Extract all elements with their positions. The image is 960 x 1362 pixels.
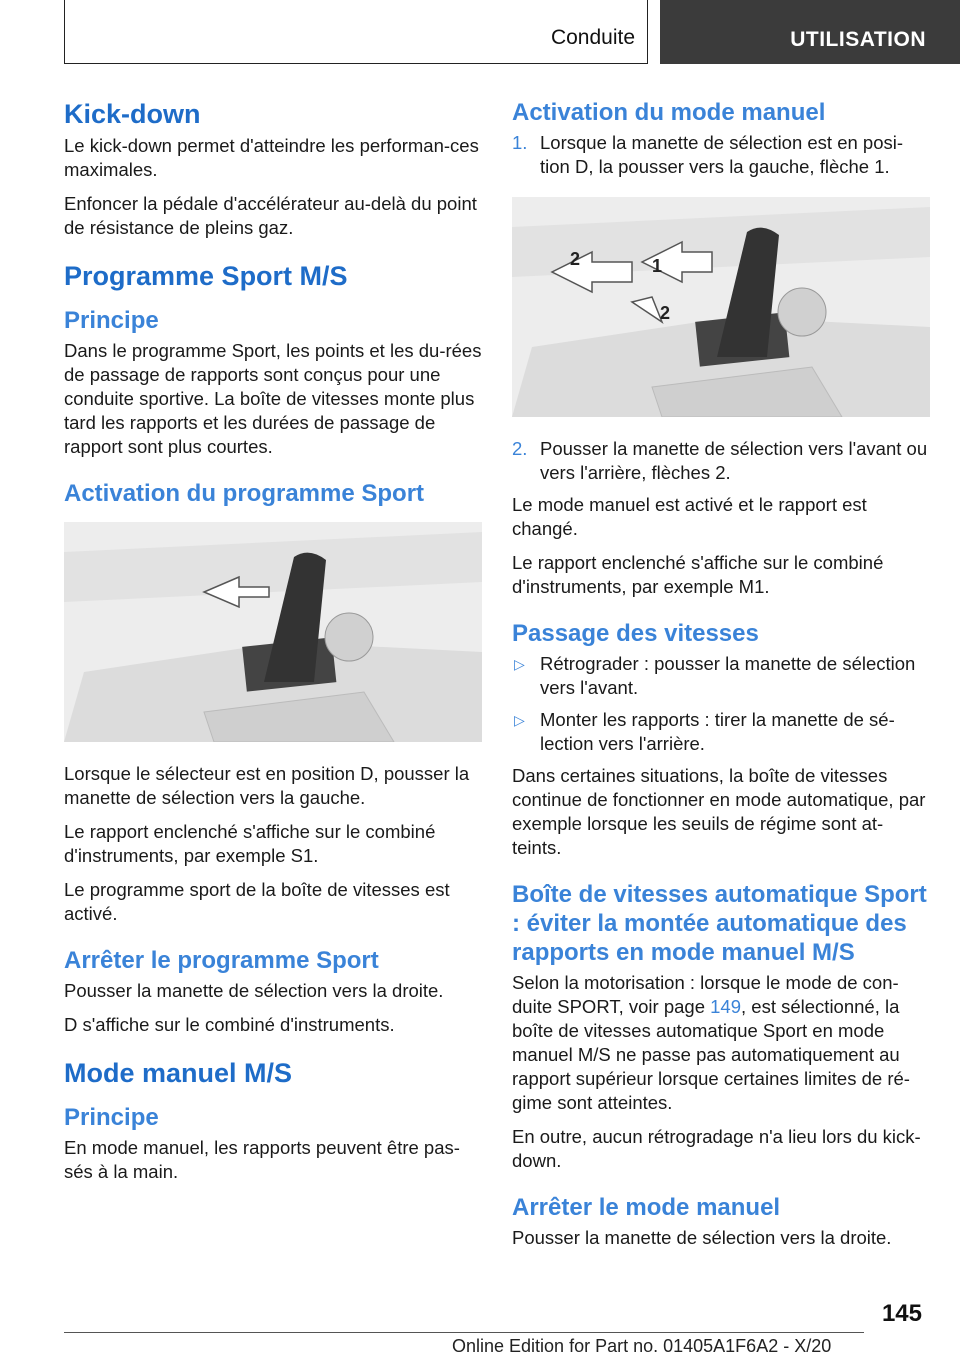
kickdown-heading: Kick-down	[64, 99, 201, 129]
manual-principe-heading: Principe	[64, 1104, 159, 1131]
auto-sport-paragraph-1-start: Selon la motorisation : lorsque le mode de con‐duite SPORT, voir page	[512, 972, 899, 1017]
activation-paragraph-2: Le rapport enclenché s'affiche sur le combiné d'instruments, par exemple S1.	[64, 821, 436, 866]
manual-mode-heading: Mode manuel M/S	[64, 1058, 293, 1088]
after-activation-paragraph-2: Le rapport enclenché s'affiche sur le combiné d'instruments, par exemple M1.	[512, 552, 884, 597]
shift-bullet-2-text: Monter les rapports : tirer la manette de sé‐lection vers l'arrière.	[540, 709, 895, 754]
auto-sport-paragraph-1-end: , est sélectionné, la boîte de vitesses automatique Sport en mode manuel M/S ne passe pas automatiquement au rapport supérieur lorsque certaines limites de ré‐gime sont atteintes.	[512, 996, 910, 1113]
step-1-text: Lorsque la manette de sélection est en posi‐tion D, la pousser vers la gauche, flèche 1.	[540, 132, 904, 177]
activation-paragraph-3: Le programme sport de la boîte de vitesses est activé.	[64, 879, 450, 924]
header-section-title: Conduite	[550, 26, 635, 49]
step-2-text: Pousser la manette de sélection vers l'avant ou vers l'arrière, flèches 2.	[540, 438, 928, 483]
activation-paragraph-1: Lorsque le sélecteur est en position D, pousser la manette de sélection vers la gauche.	[64, 763, 470, 808]
after-activation-paragraph-1: Le mode manuel est activé et le rapport est changé.	[512, 494, 867, 539]
step-2-number: 2.	[512, 438, 528, 459]
right-column	[512, 98, 930, 1260]
activation-manual-heading: Activation du mode manuel	[512, 99, 826, 126]
header-chapter-title: UTILISATION	[790, 28, 926, 51]
figure-label-2b: 2	[660, 303, 671, 323]
gear-selector-photo-sport	[64, 522, 482, 742]
activation-sport-heading: Activation du programme Sport	[64, 480, 425, 507]
page-149-link[interactable]: 149	[710, 996, 742, 1017]
triangle-bullet-icon: ▷	[514, 656, 525, 672]
auto-sport-heading: Boîte de vitesses automatique Sport : éviter la montée automatique des rapports en mode manuel M/S	[512, 881, 927, 966]
principe-paragraph: Dans le programme Sport, les points et les du‐rées de passage de rapports sont conçus pour une conduite sportive. La boîte de vitesses monte plus tard les rapports et les durées de passage de rapport sont plus courtes.	[64, 340, 482, 457]
stop-manual-heading: Arrêter le mode manuel	[512, 1194, 781, 1221]
manual-principe-paragraph: En mode manuel, les rapports peuvent être pas‐sés à la main.	[64, 1137, 460, 1182]
header-chapter-box	[660, 0, 960, 64]
page-number: 145	[881, 1300, 922, 1327]
header-section-box	[64, 0, 648, 64]
shift-bullet-1	[512, 652, 930, 700]
step-2	[512, 437, 930, 485]
auto-sport-paragraph-2: En outre, aucun rétrogradage n'a lieu lors du kick-down.	[512, 1126, 921, 1171]
shift-paragraph: Dans certaines situations, la boîte de vitesses continue de fonctionner en mode automatique, par exemple lorsque les seuils de régime sont at‐teints.	[512, 765, 926, 858]
footer-divider	[64, 1332, 864, 1333]
left-column	[64, 98, 482, 1194]
principe-heading: Principe	[64, 307, 159, 334]
kickdown-paragraph-1: Le kick-down permet d'atteindre les performan‐ces maximales.	[64, 135, 479, 180]
figure-label-1: 1	[652, 256, 663, 276]
auto-sport-paragraph-1	[512, 971, 930, 1115]
figure-label-2a: 2	[570, 249, 581, 269]
stop-manual-paragraph: Pousser la manette de sélection vers la droite.	[512, 1227, 892, 1248]
gear-selector-photo-manual	[512, 197, 930, 417]
stop-sport-paragraph-1: Pousser la manette de sélection vers la droite.	[64, 980, 444, 1001]
shift-heading: Passage des vitesses	[512, 620, 759, 647]
sport-program-heading: Programme Sport M/S	[64, 261, 348, 291]
step-1-number: 1.	[512, 132, 528, 153]
step-1	[512, 131, 930, 179]
kickdown-paragraph-2: Enfoncer la pédale d'accélérateur au-delà du point de résistance de pleins gaz.	[64, 193, 477, 238]
activation-steps-list-2	[512, 437, 930, 485]
activation-steps-list-1	[512, 131, 930, 179]
shift-bullet-2	[512, 708, 930, 756]
footer-edition: Online Edition for Part no. 01405A1F6A2 - X/20	[452, 1336, 832, 1356]
shift-bullet-1-text: Rétrograder : pousser la manette de sélection vers l'avant.	[540, 653, 916, 698]
shift-bullet-list	[512, 652, 930, 756]
triangle-bullet-icon: ▷	[514, 712, 525, 728]
stop-sport-paragraph-2: D s'affiche sur le combiné d'instruments.	[64, 1014, 395, 1035]
stop-sport-heading: Arrêter le programme Sport	[64, 947, 379, 974]
